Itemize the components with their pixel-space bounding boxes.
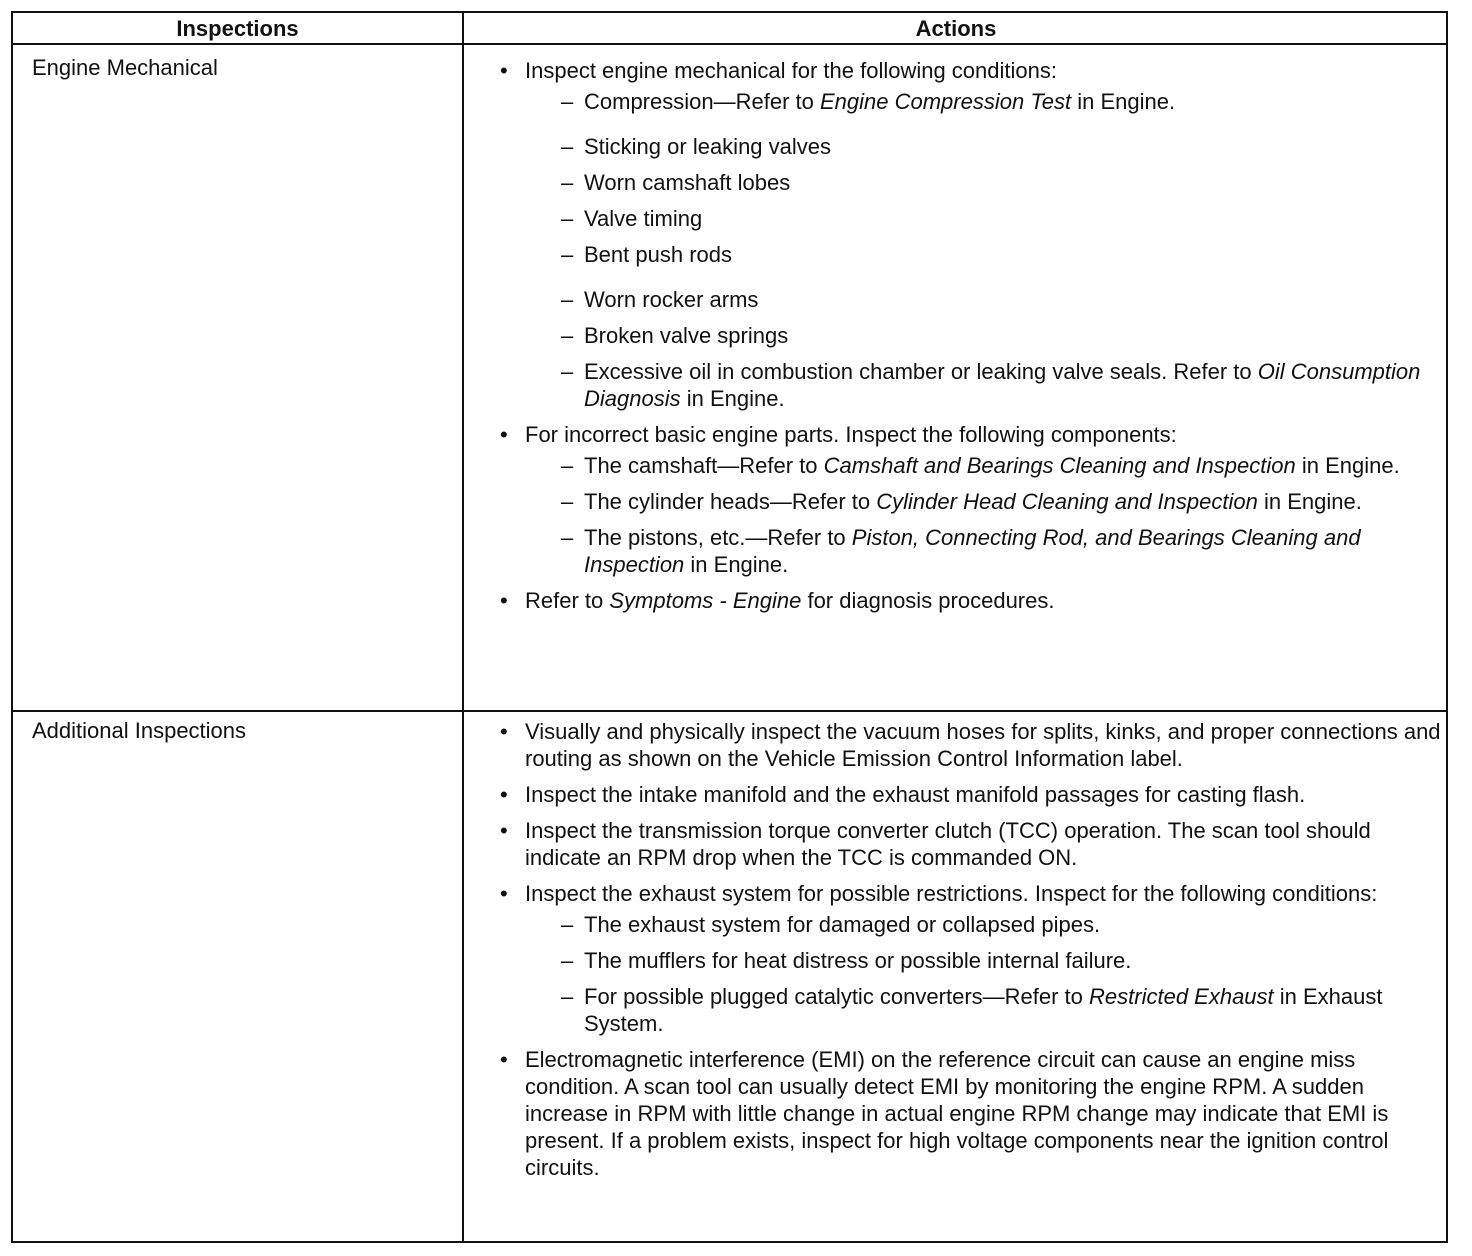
reference-link: Cylinder Head Cleaning and Inspection [876, 489, 1258, 514]
action-bullet: • Electromagnetic interference (EMI) on the reference circuit can cause an engine miss condition. A scan tool can usually detect EMI by monitoring the engine RPM. A sudden increase in RPM with little change in actual engine RPM change may indicate that EMI is present. If a problem exists, inspect for high voltage components near the ignition control circuits. [498, 1046, 1448, 1181]
action-bullet: • Inspect the transmission torque converter clutch (TCC) operation. The scan tool should indicate an RPM drop when the TCC is commanded ON. [498, 817, 1448, 871]
action-subitem: – Broken valve springs [525, 322, 1448, 349]
action-subitem: – The cylinder heads—Refer to Cylinder Head Cleaning and Inspection in Engine. [525, 488, 1448, 515]
inspection-table [11, 11, 1448, 1243]
action-subitem: – Worn camshaft lobes [525, 169, 1448, 196]
action-subitem: – Excessive oil in combustion chamber or leaking valve seals. Refer to Oil Consumption Diagnosis in Engine. [525, 358, 1448, 412]
action-bullet: • Inspect the exhaust system for possible restrictions. Inspect for the following conditions: – The exhaust system for damaged or collapsed pipes. – The mufflers for heat distress or possible internal failure. – For possible plugged catalytic converters—Refer to Restricted Exhaust in Exhaust System. [498, 880, 1448, 1037]
action-bullet: • Inspect the intake manifold and the exhaust manifold passages for casting flash. [498, 781, 1448, 808]
action-subitem: – Valve timing [525, 205, 1448, 232]
header-inspections: Inspections [176, 16, 299, 41]
action-subitem: – Worn rocker arms [525, 286, 1448, 313]
action-subitem: – The exhaust system for damaged or collapsed pipes. [525, 911, 1448, 938]
action-bullet: • Refer to Symptoms - Engine for diagnosis procedures. [498, 587, 1448, 614]
row-divider [13, 710, 1446, 712]
header-divider [13, 43, 1446, 45]
action-subitem: – Compression—Refer to Engine Compression Test in Engine. [525, 88, 1448, 115]
actions-engine-mechanical [498, 57, 1448, 614]
actions-additional-inspections [498, 718, 1448, 1181]
action-subitem: – For possible plugged catalytic converters—Refer to Restricted Exhaust in Exhaust System. [525, 983, 1448, 1037]
action-subitem: – Sticking or leaking valves [525, 133, 1448, 160]
column-divider [462, 13, 464, 1241]
action-bullet: • For incorrect basic engine parts. Inspect the following components: – The camshaft—Refer to Camshaft and Bearings Cleaning and Inspection in Engine. – The cylinder heads—Refer to Cylinder Head Cleaning and Inspection in Engine. – The pistons, etc.—Refer to Piston, Connecting Rod, and Bearings Cleaning and Inspection in Engine. [498, 421, 1448, 578]
action-subitem: – The camshaft—Refer to Camshaft and Bearings Cleaning and Inspection in Engine. [525, 452, 1448, 479]
reference-link: Restricted Exhaust [1089, 984, 1274, 1009]
action-subitem: – Bent push rods [525, 241, 1448, 268]
reference-link: Engine Compression Test [819, 89, 1072, 114]
row-label-engine-mechanical: Engine Mechanical [32, 55, 218, 80]
reference-link: Oil Consumption Diagnosis [584, 359, 1421, 411]
header-actions: Actions [915, 16, 997, 41]
action-subitem: – The mufflers for heat distress or possible internal failure. [525, 947, 1448, 974]
reference-link: Piston, Connecting Rod, and Bearings Cleaning and Inspection [584, 525, 1361, 577]
action-bullet: • Visually and physically inspect the vacuum hoses for splits, kinks, and proper connections and routing as shown on the Vehicle Emission Control Information label. [498, 718, 1448, 772]
action-subitem: – The pistons, etc.—Refer to Piston, Connecting Rod, and Bearings Cleaning and Inspection in Engine. [525, 524, 1448, 578]
reference-link: Symptoms - Engine [609, 588, 802, 613]
row-label-additional-inspections: Additional Inspections [32, 718, 247, 743]
reference-link: Camshaft and Bearings Cleaning and Inspection [823, 453, 1296, 478]
action-bullet: • Inspect engine mechanical for the following conditions: – Compression—Refer to Engine Compression Test in Engine. – Sticking or leaking valves – Worn camshaft lobes – Valve timing – Bent push rods – Worn rocker arms – Broken valve springs – Excessive oil in combustion chamber or leaking valve seals. Refer to Oil Consumption Diagnosis in Engine. [498, 57, 1448, 412]
